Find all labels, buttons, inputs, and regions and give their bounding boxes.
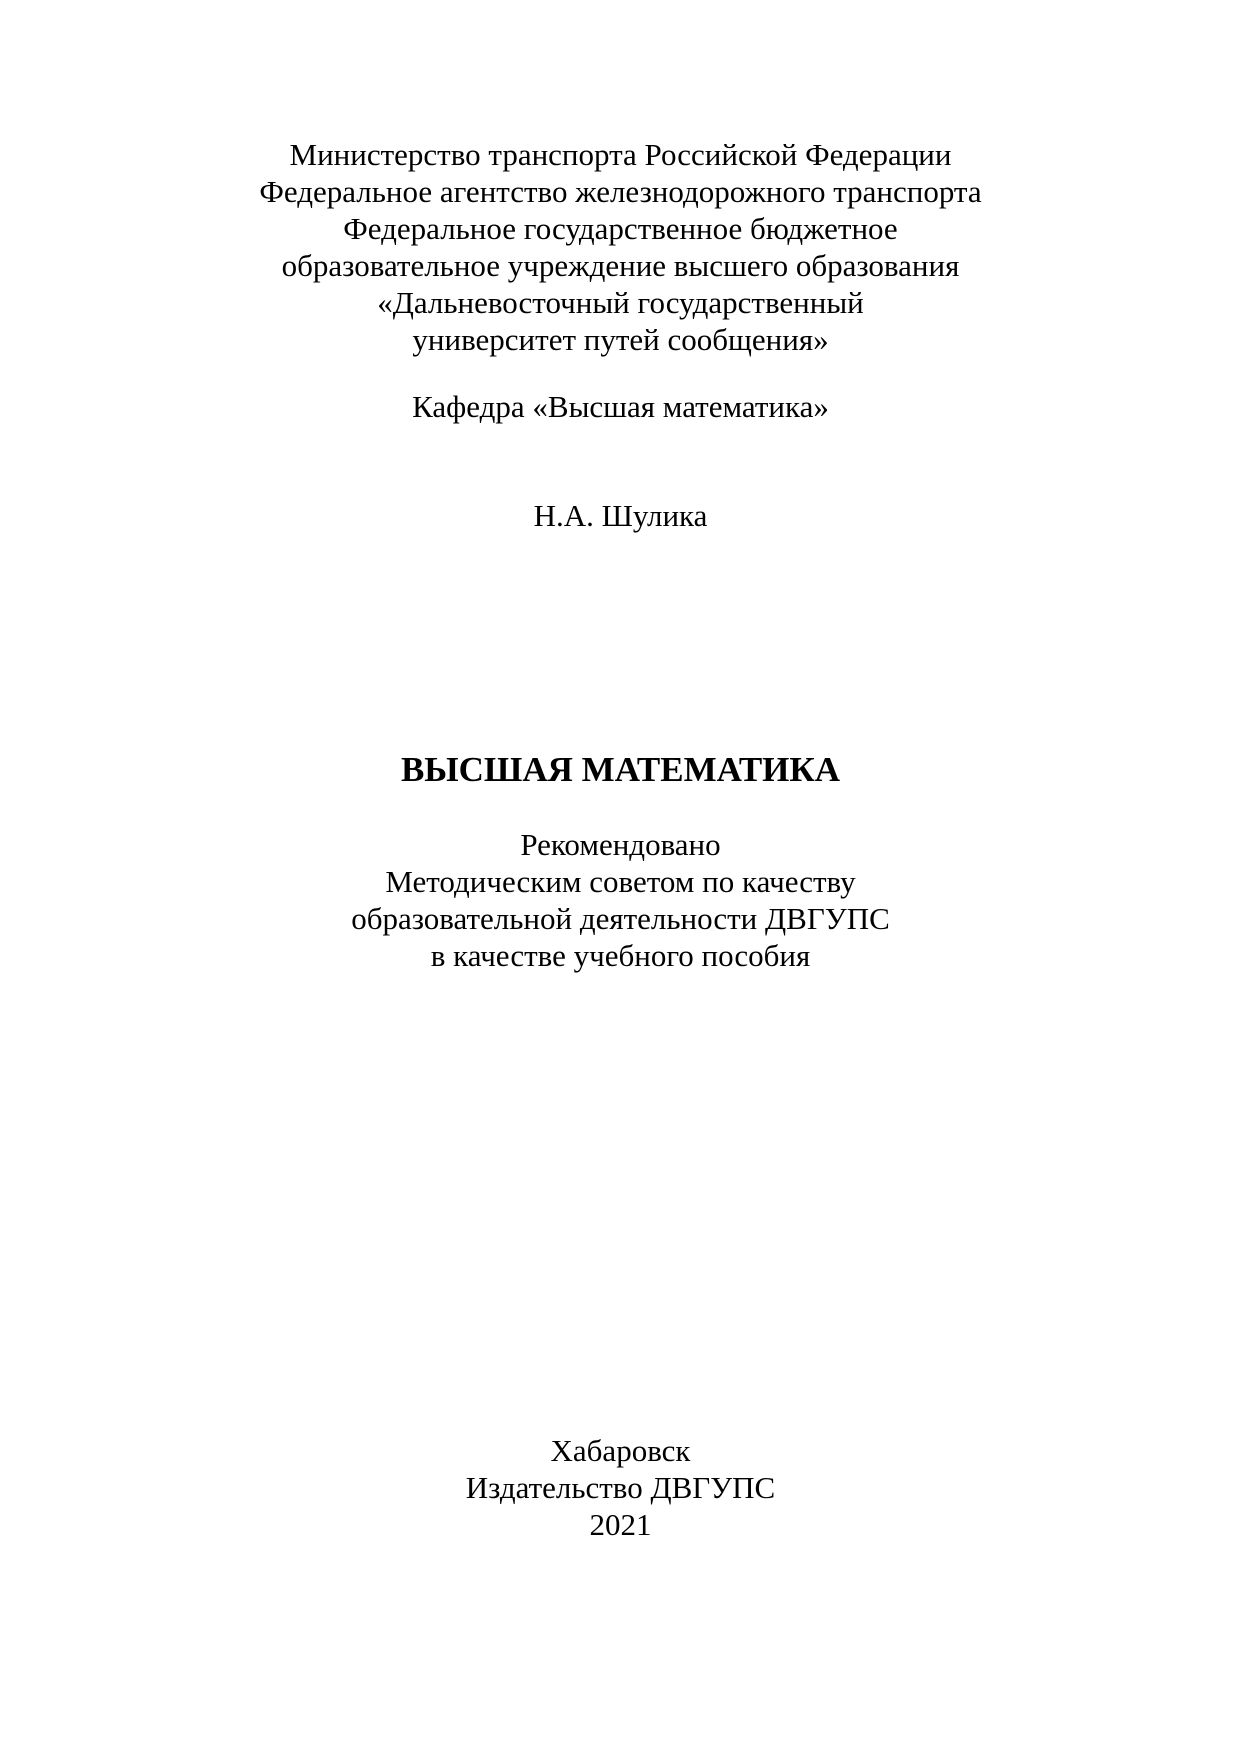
department <box>0 388 1241 425</box>
organization-line: образовательное учреждение высшего образования <box>281 248 960 283</box>
recommendation-line: Рекомендовано <box>520 827 721 862</box>
imprint-publisher: Издательство ДВГУПС <box>465 1470 776 1505</box>
imprint-year: 2021 <box>589 1507 652 1542</box>
recommendation-line: Методическим советом по качеству <box>385 864 856 899</box>
organization-line: Федеральное агентство железнодорожного транспорта <box>259 174 982 209</box>
recommendation-line: образовательной деятельности ДВГУПС <box>351 901 890 936</box>
recommendation <box>0 826 1241 974</box>
organization-line: университет путей сообщения» <box>412 322 829 357</box>
recommendation-line: в качестве учебного пособия <box>430 938 811 973</box>
organization-line: «Дальневосточный государственный <box>377 285 864 320</box>
imprint-city: Хабаровск <box>550 1433 691 1468</box>
author <box>0 497 1241 534</box>
imprint <box>0 1432 1241 1543</box>
department-name: Кафедра «Высшая математика» <box>412 389 829 424</box>
author-name: Н.А. Шулика <box>533 498 708 533</box>
organization-line: Федеральное государственное бюджетное <box>343 211 898 246</box>
book-title: ВЫСШАЯ МАТЕМАТИКА <box>400 750 841 789</box>
organization-line: Министерство транспорта Российской Федерации <box>289 137 952 172</box>
organization-header <box>0 136 1241 358</box>
